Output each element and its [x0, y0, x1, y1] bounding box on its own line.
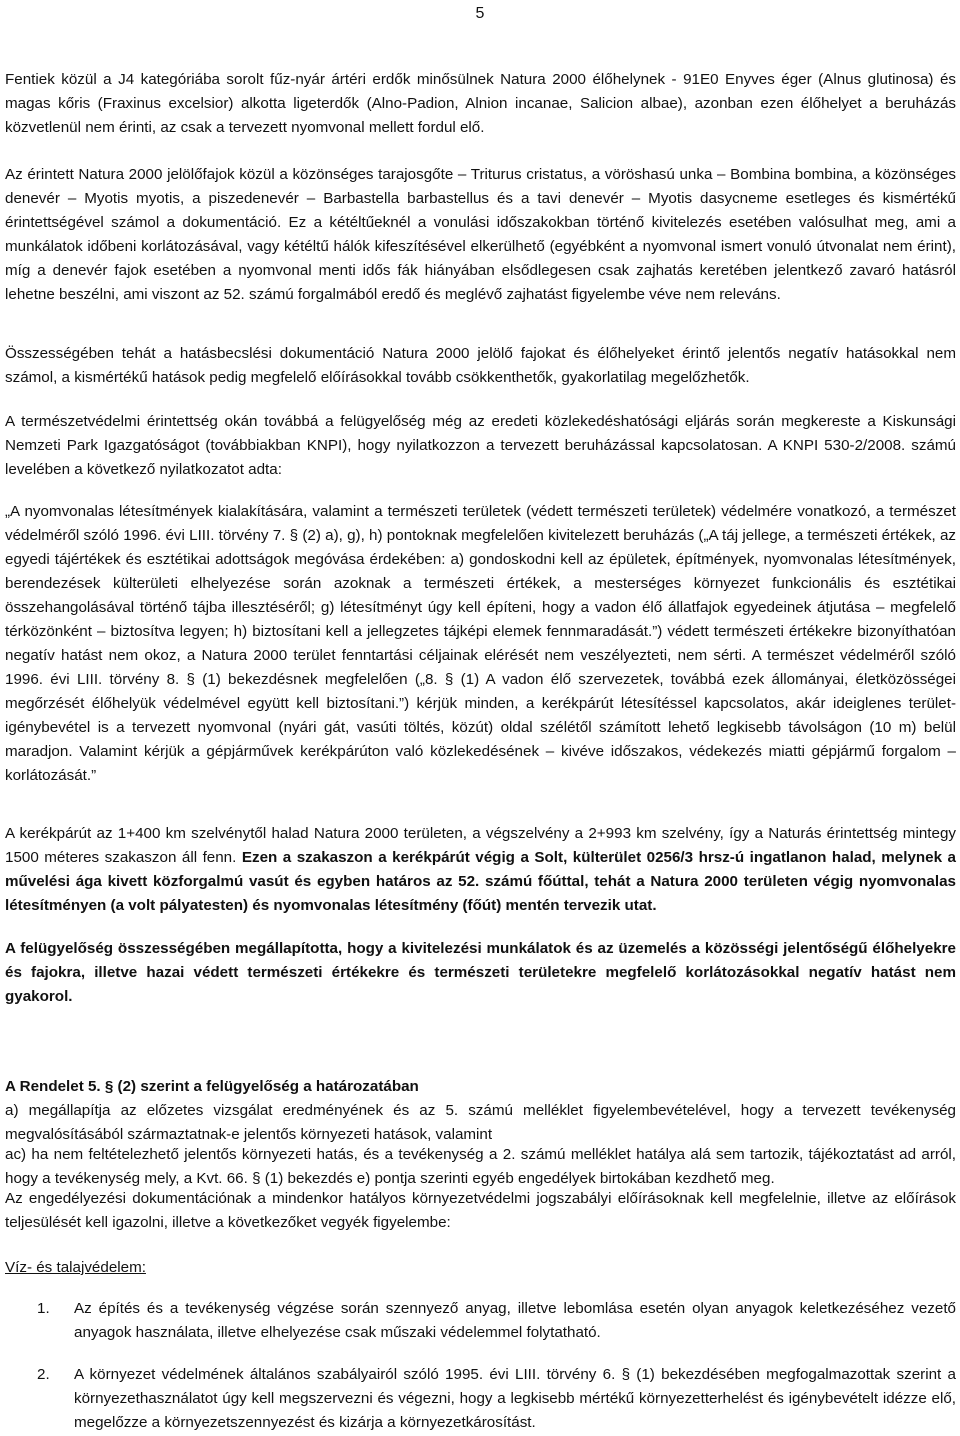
- paragraph-knpi-statement: „A nyomvonalas létesítmények kialakítására, valamint a természeti területek (védett természeti területek) védelmére vonatkozó, a természet védelméről szóló 1996. évi LIII. törvény 7. § (2) a), g), h) pontoknak megfelelően kivitelezett beruházás („A táj jellege, a természeti értékek, az egyedi tájértékek és esztétikai adottságok megóvása érdekében: a) gondoskodni kell az épületek, építmények, nyomvonalas létesítmények, berendezések külterületi elhelyezése során azoknak a természeti értékek, a mesterséges környezet funkcionális és esztétikai összehangolásával történő tájba illesztéséről; g) létesítményt úgy kell építeni, hogy a vadon élő állatfajok egyedeinek átjutása – megfelelő térközönként – biztosítva legyen; h) biztosítani kell a jellegzetes tájképi elemek fennmaradását.”) védett természeti értékekre bizonyíthatóan negatív hatást nem okoz, a Natura 2000 terület fenntartási céljainak elérését nem veszélyezteti, nem sérti. A természet védelméről szóló 1996. évi LIII. törvény 8. § (1) bekezdésnek megfelelően („8. § (1) A vadon élő szervezetek, továbbá ezek állományai, életközösségei megőrzését élőhelyük védelmével együtt kell biztosítani.”) kérjük minden, a kerékpárút létesítéssel kapcsolatos, akár ideiglenes terület-igénybevétel is a tervezett nyomvonal (nyári gát, vasúti töltés, közút) oldal szélétől számított lehető legkisebb távolságon (10 m) belül maradjon. Valamint kérjük a gépjárművek kerékpárúton való közlekedésének – kivéve időszakos, védekezés miatti gépjármű forgalom – korlátozását.”: [5, 503, 956, 784]
- list-item-number: 2.: [37, 1366, 50, 1383]
- paragraph-knpi-request: A természetvédelmi érintettség okán továbbá a felügyelőség még az eredeti közlekedéshatósági eljárás során megkereste a Kiskunsági Nemzeti Park Igazgatóságot (továbbiakban KNPI), hogy nyilatkozzon a tervezett beruházással kapcsolatosan. A KNPI 530-2/2008. számú levelében a következő nyilatkozatot adta:: [5, 413, 956, 478]
- route-section-text: A kerékpárút az 1+400 km szelvénytől halad Natura 2000 területen, a végszelvény a 2+993 km szelvény, így a Naturás érintettség mintegy 1500 méteres szakaszon áll fenn.: [5, 825, 956, 866]
- route-section-bold-text: Ezen a szakaszon a kerékpárút végig a Solt, külterület 0256/3 hrsz-ú ingatlanon halad, melynek a művelési ága kivett közforgalmú vasút és egyben határos az 52. számú főúttal, tehát a Natura 2000 területen végig nyomvonalas létesítményen (a volt pályatesten) és nyomvonalas létesítmény (főút) mentén tervezik utat.: [5, 849, 956, 914]
- paragraph-habitat: Fentiek közül a J4 kategóriába sorolt fűz-nyár ártéri erdők minősülnek Natura 2000 élőhelynek - 91E0 Enyves éger (Alnus glutinosa) és magas kőris (Fraxinus excelsior) alkotta ligeterdők (Alno-Padion, Alnion incanae, Salicion albae), azonban ezen élőhelyet a beruházás közvetlenül nem érinti, az csak a tervezett nyomvonal mellett fordul elő.: [5, 71, 956, 136]
- heading-rendelet: A Rendelet 5. § (2) szerint a felügyelőség a határozatában: [5, 1078, 419, 1095]
- paragraph-route-section: [5, 822, 956, 918]
- list-item-number: 1.: [37, 1300, 50, 1317]
- paragraph-summary: Összességében tehát a hatásbecslési dokumentáció Natura 2000 jelölő fajokat és élőhelyeket érintő jelentős negatív hatásokkal nem számol, a kismértékű hatások pedig megfelelő előírásokkal tovább csökkenthetők, gyakorlatilag megelőzhetők.: [5, 345, 956, 386]
- list-item-text: Az építés és a tevékenység végzése során szennyező anyag, illetve lebomlása esetén olyan anyagok keletkezéséhez vezető anyagok használata, illetve elhelyezése csak műszaki védelemmel folytatható.: [74, 1300, 956, 1341]
- subheading-water-soil: Víz- és talajvédelem:: [5, 1259, 146, 1276]
- page-number: 5: [475, 5, 485, 22]
- paragraph-item-a: a) megállapítja az előzetes vizsgálat eredményének és az 5. számú melléklet figyelembevételével, hogy a tervezett tevékenység megvalósításából származtatnak-e jelentős környezeti hatások, valamint: [5, 1102, 956, 1143]
- paragraph-species: Az érintett Natura 2000 jelölőfajok közül a közönséges tarajosgőte – Triturus cristatus, a vöröshasú unka – Bombina bombina, a közönséges denevér – Myotis myotis, a piszedenevér – Barbastella barbastellus és a tavi denevér – Myotis dasycneme esetleges és kismértékű érintettségével számol a dokumentáció. Ez a kétéltűeknél a vonulási időszakokban történő kivitelezés esetében valósulhat meg, ami a munkálatok időbeni korlátozásával, vagy kétéltű hálók kifeszítésével elkerülhető (egyébként a nyomvonal ismert vonuló útvonalat nem érint), míg a denevér fajok esetében a nyomvonal menti idős fák hiányában elsődlegesen csak zajhatás keretében jelentkező zavaró hatásról lehetne beszélni, ami viszont az 52. számú forgalmából eredő és meglévő zajhatást figyelembe véve nem releváns.: [5, 166, 956, 303]
- paragraph-engedelyezes: Az engedélyezési dokumentációnak a mindenkor hatályos környezetvédelmi jogszabályi előírásoknak kell megfelelnie, illetve az előírások teljesülését kell igazolni, illetve a következőket vegyék figyelembe:: [5, 1190, 956, 1231]
- paragraph-conclusion: A felügyelőség összességében megállapította, hogy a kivitelezési munkálatok és az üzemelés a közösségi jelentőségű élőhelyekre és fajokra, illetve hazai védett természeti értékekre és természeti területekre megfelelő korlátozásokkal negatív hatást nem gyakorol.: [5, 940, 956, 1005]
- list-item-text: A környezet védelmének általános szabályairól szóló 1995. évi LIII. törvény 6. § (1) bekezdésében megfogalmazottak szerint a környezethasználatot úgy kell megszervezni és végezni, hogy a legkisebb mértékű környezetterhelést és igénybevételt idézze elő, megelőzze a környezetszennyezést és kizárja a környezetkárosítást.: [74, 1366, 956, 1431]
- paragraph-item-ac: ac) ha nem feltételezhető jelentős környezeti hatás, és a tevékenység a 2. számú melléklet hatálya alá sem tartozik, tájékoztatást ad arról, hogy a tevékenység mely, a Kvt. 66. § (1) bekezdés e) pontja szerinti egyéb engedélyek birtokában kezdhető meg.: [5, 1146, 956, 1187]
